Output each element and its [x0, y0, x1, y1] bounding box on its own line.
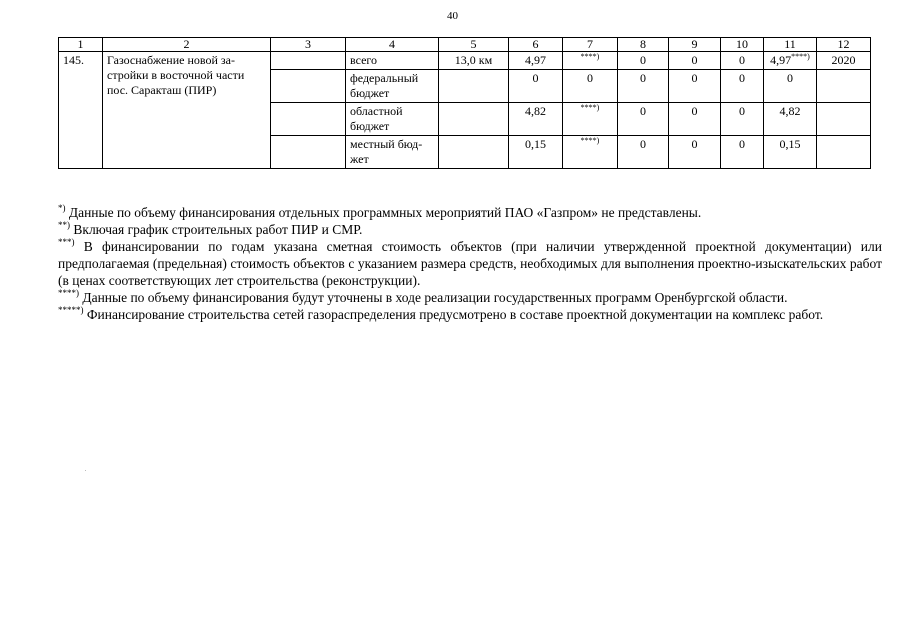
amount-cell: 0 [669, 70, 721, 103]
column-header: 8 [618, 38, 669, 52]
amount-cell: 0 [764, 70, 817, 103]
footnote-mark: ****) [580, 136, 600, 145]
footnote-text: Данные по объему финансирования отдельных программных мероприятий ПАО «Газпром» не представлены. [65, 205, 702, 220]
footnote-mark: ***) [58, 237, 75, 247]
amount-cell: 0 [509, 70, 563, 103]
amount-cell: 0 [618, 52, 669, 70]
empty-cell [271, 136, 346, 169]
page-number: 40 [447, 10, 458, 22]
empty-cell [817, 103, 871, 136]
total-value: 4,97 [770, 53, 792, 67]
footnote [58, 204, 882, 221]
empty-cell [439, 103, 509, 136]
column-header: 7 [563, 38, 618, 52]
footnote-text: Данные по объему финансирования будут уточнены в ходе реализации государственных программ Оренбургской области. [79, 290, 788, 305]
amount-cell: 4,82 [764, 103, 817, 136]
column-header: 6 [509, 38, 563, 52]
amount-cell: 0 [721, 103, 764, 136]
column-header: 9 [669, 38, 721, 52]
column-header: 3 [271, 38, 346, 52]
empty-cell [817, 70, 871, 103]
column-header: 1 [59, 38, 103, 52]
financing-table [58, 37, 871, 169]
amount-cell: 0 [669, 52, 721, 70]
funding-source: местный бюд-жет [346, 136, 439, 169]
empty-cell [271, 103, 346, 136]
amount-cell: 0,15 [764, 136, 817, 169]
amount-cell: 0 [669, 136, 721, 169]
amount-cell: 0,15 [509, 136, 563, 169]
column-header: 10 [721, 38, 764, 52]
amount-cell: 0 [721, 136, 764, 169]
scan-speck [85, 470, 86, 471]
amount-cell: 0 [669, 103, 721, 136]
empty-cell [271, 70, 346, 103]
amount-cell [563, 136, 618, 169]
year-cell: 2020 [817, 52, 871, 70]
amount-cell [563, 103, 618, 136]
footnote-mark: ****) [580, 52, 600, 61]
empty-cell [817, 136, 871, 169]
footnote-text: В финансировании по годам указана сметная стоимость объектов (при наличии утвержденной проектной документации) или предполагаемая (предельная) стоимость объектов с указанием размера средств, необходимых для выполнения проектно-изыскательских работ (в ценах соответствующих лет строительства (реконструкции). [58, 239, 882, 288]
amount-cell: 0 [618, 136, 669, 169]
empty-cell [271, 52, 346, 70]
footnote-mark: ****) [580, 103, 600, 112]
amount-cell: 0 [618, 103, 669, 136]
footnote [58, 221, 882, 238]
footnote [58, 238, 882, 289]
amount-cell: 0 [618, 70, 669, 103]
capacity-cell: 13,0 км [439, 52, 509, 70]
amount-cell: 4,82 [509, 103, 563, 136]
column-header: 4 [346, 38, 439, 52]
amount-cell: 0 [563, 70, 618, 103]
empty-cell [439, 70, 509, 103]
entry-number: 145. [59, 52, 103, 169]
footnote-mark: *****) [58, 305, 84, 315]
column-header: 12 [817, 38, 871, 52]
footnote-mark: **) [58, 220, 70, 230]
column-header: 11 [764, 38, 817, 52]
footnotes [58, 204, 882, 323]
amount-cell [764, 52, 817, 70]
column-header: 5 [439, 38, 509, 52]
footnote-mark: *) [58, 203, 66, 213]
footnote-text: Включая график строительных работ ПИР и СМР. [70, 222, 363, 237]
funding-source: областной бюджет [346, 103, 439, 136]
amount-cell: 0 [721, 70, 764, 103]
column-header: 2 [103, 38, 271, 52]
table-row [59, 52, 871, 70]
footnote-mark: ****) [791, 52, 810, 61]
funding-source: федеральный бюджет [346, 70, 439, 103]
entry-name: Газоснабжение новой за-стройки в восточной части пос. Саракташ (ПИР) [103, 52, 271, 169]
amount-cell: 4,97 [509, 52, 563, 70]
footnote [58, 306, 882, 323]
amount-cell: 0 [721, 52, 764, 70]
amount-cell [563, 52, 618, 70]
footnote [58, 289, 882, 306]
funding-source: всего [346, 52, 439, 70]
footnote-text: Финансирование строительства сетей газораспределения предусмотрено в составе проектной документации на комплекс работ. [83, 307, 824, 322]
empty-cell [439, 136, 509, 169]
table-header-row [59, 38, 871, 52]
footnote-mark: ****) [58, 288, 79, 298]
